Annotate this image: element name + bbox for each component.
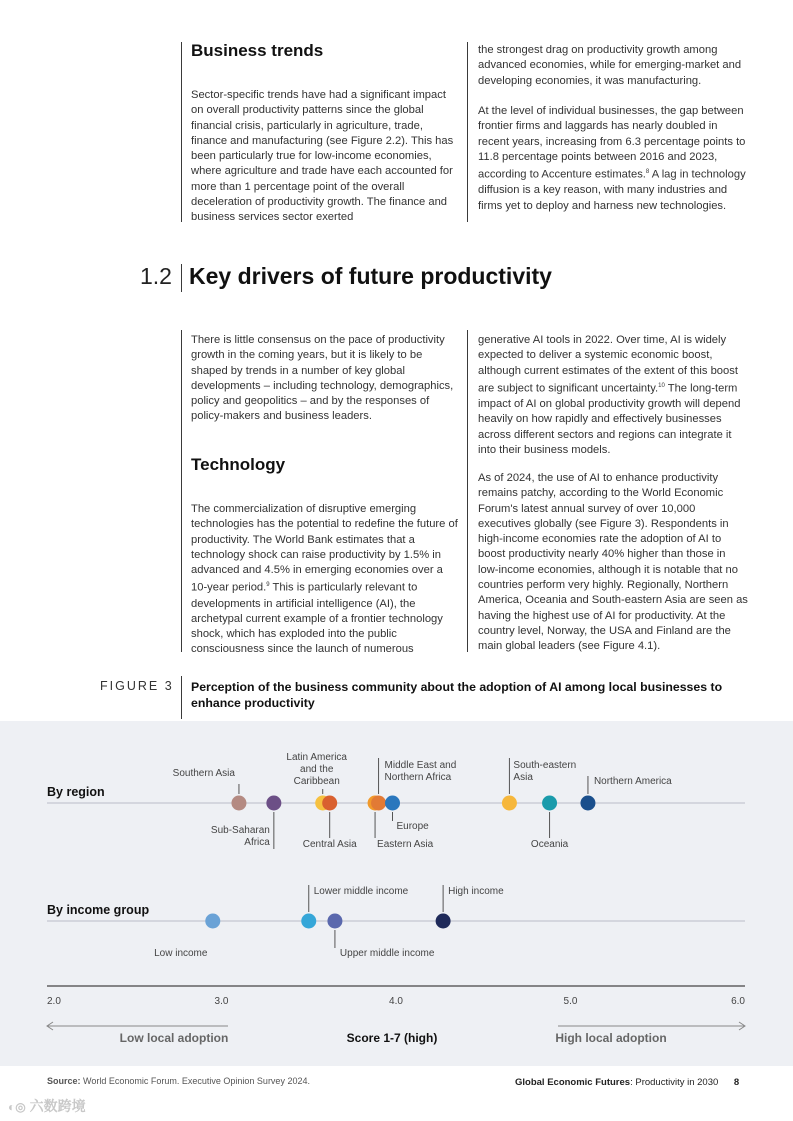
figure-3-chart	[0, 721, 793, 1066]
page-footer	[515, 1077, 739, 1088]
row-label: By region	[47, 785, 105, 799]
x-tick-label: 6.0	[731, 996, 745, 1007]
business-trends-col2-p2	[478, 104, 748, 214]
data-point	[327, 914, 342, 929]
point-label: Northern America	[593, 776, 672, 787]
source-label: Source:	[47, 1076, 81, 1086]
left-annotation: Low local adoption	[119, 1031, 229, 1045]
point-label: and the	[300, 764, 334, 775]
data-point	[322, 796, 337, 811]
figure-rule	[181, 676, 182, 719]
column-rule	[181, 42, 182, 222]
x-tick-label: 4.0	[389, 996, 403, 1007]
x-tick-label: 2.0	[47, 996, 61, 1007]
point-label: Central Asia	[302, 839, 357, 850]
data-point	[266, 796, 281, 811]
point-label: Sub-Saharan	[210, 825, 270, 836]
point-label: Southern Asia	[172, 768, 235, 779]
data-point	[542, 796, 557, 811]
point-label: Caribbean	[293, 776, 340, 787]
intro-col2-p2: As of 2024, the use of AI to enhance productivity remains patchy, according to the World Economic Forum's latest annual survey of over 10,000 executives globally (see Figure 3). Respondents in high-income economies rate the adoption of AI to boost productivity nearly 40% higher than those in low-income economies, although it is notable that no countries perform very highly. Regionally, Northern America, Oceania and South-eastern Asia are seen as having the highest use of AI for productivity. At the country level, Norway, the USA and Finland are the main global leaders (see Figure 4.1).	[478, 472, 748, 653]
section-number: 1.2	[140, 263, 172, 289]
section-rule	[181, 264, 182, 292]
text-run: This is particularly relevant to developments in artificial intelligence (AI), the archetypal current example of a frontier technology shock, which has exploded into the public consciousness since the launch of numerous	[191, 582, 443, 656]
figure-title: Perception of the business community about the adoption of AI among local businesses to enhance productivity	[191, 680, 723, 710]
data-point	[385, 796, 400, 811]
business-trends-col1: Sector-specific trends have had a significant impact on overall productivity patterns since the global financial crisis, particularly in agriculture, trade, finance and manufacturing (see Figure 2.2). This has been particularly true for low-income economies, where agriculture and trade have each accounted for more than 1 percentage point of the overall deceleration of productivity growth. The finance and business services sector exerted	[191, 89, 454, 224]
point-label: Eastern Asia	[377, 839, 434, 850]
report-subtitle: : Productivity in 2030	[630, 1077, 719, 1088]
footnote-ref: 9	[266, 582, 270, 589]
point-label: Africa	[244, 837, 270, 848]
source-note	[47, 1076, 310, 1086]
report-title: Global Economic Futures	[515, 1077, 631, 1088]
point-label: Low income	[154, 948, 208, 959]
column-rule	[467, 330, 468, 652]
point-label: Asia	[513, 772, 533, 783]
chart-panel	[0, 721, 793, 1066]
data-point	[231, 796, 246, 811]
business-trends-heading: Business trends	[191, 41, 324, 60]
technology-paragraph	[191, 502, 459, 658]
point-label: Oceania	[530, 839, 569, 850]
page-number: 8	[733, 1077, 740, 1088]
text-run: The long-term impact of AI on global productivity growth will depend heavily on how rapidly and effectively businesses across different sectors and regions can integrate it into their business models.	[478, 382, 741, 456]
point-label: Northern Africa	[384, 772, 452, 783]
point-label: Latin America	[286, 752, 348, 763]
data-point	[301, 914, 316, 929]
footnote-ref: 8	[645, 169, 650, 176]
footnote-ref: 10	[658, 382, 665, 389]
intro-col1: There is little consensus on the pace of productivity growth in the coming years, but it is likely to be shaped by trends in a number of key global developments – including technology, demographics, policy and geopolitics – and by the responses of policy-makers and business leaders.	[191, 334, 454, 423]
point-label: High income	[448, 886, 504, 897]
row-label: By income group	[47, 903, 150, 917]
text-run: The commercialization of disruptive emerging technologies has the potential to redefine the future of productivity. The World Bank estimates that a technology shock can raise productivity by 1.5% in advanced and 4.5% in emerging economies over a 10-year period.	[191, 503, 458, 595]
intro-col2-p1	[478, 333, 748, 458]
business-trends-col2-p1: the strongest drag on productivity growth among advanced economies, while for emerging-market and developing economies, it was manufacturing.	[478, 44, 742, 87]
watermark	[8, 1096, 86, 1116]
watermark-logo-icon: ◐◎	[8, 1100, 26, 1114]
point-label: Upper middle income	[339, 948, 435, 959]
data-point	[371, 796, 386, 811]
technology-heading: Technology	[191, 455, 286, 474]
x-tick-label: 3.0	[214, 996, 229, 1007]
text-run: A lag in technology diffusion is a key reason, with many industries and firms yet to deploy and harness new technologies.	[478, 168, 746, 212]
figure-label: FIGURE 3	[100, 679, 174, 693]
point-label: Middle East and	[384, 760, 457, 771]
point-label: South-eastern	[513, 760, 577, 771]
text-run: generative AI tools in 2022. Over time, AI is widely expected to deliver a systemic economic boost, although current estimates of the extent of this boost are subject to significant uncertainty.	[478, 334, 738, 395]
data-point	[502, 796, 517, 811]
section-title: Key drivers of future productivity	[189, 263, 552, 289]
column-rule	[181, 330, 182, 652]
data-point	[436, 914, 451, 929]
data-point	[205, 914, 220, 929]
watermark-text: 六数跨境	[29, 1098, 86, 1114]
data-point	[580, 796, 595, 811]
x-axis-label: Score 1-7 (high)	[346, 1031, 438, 1045]
point-label: Europe	[396, 821, 429, 832]
source-text: World Economic Forum. Executive Opinion Survey 2024.	[83, 1076, 310, 1086]
right-annotation: High local adoption	[555, 1031, 667, 1045]
text-run: At the level of individual businesses, the gap between frontier firms and laggards has nearly doubled in recent years, increasing from 6.3 percentage points to 11.8 percentage points between 2016 and 2023, according to Accenture estimates.	[478, 105, 746, 181]
point-label: Lower middle income	[313, 886, 409, 897]
x-tick-label: 5.0	[563, 996, 578, 1007]
column-rule	[467, 42, 468, 222]
